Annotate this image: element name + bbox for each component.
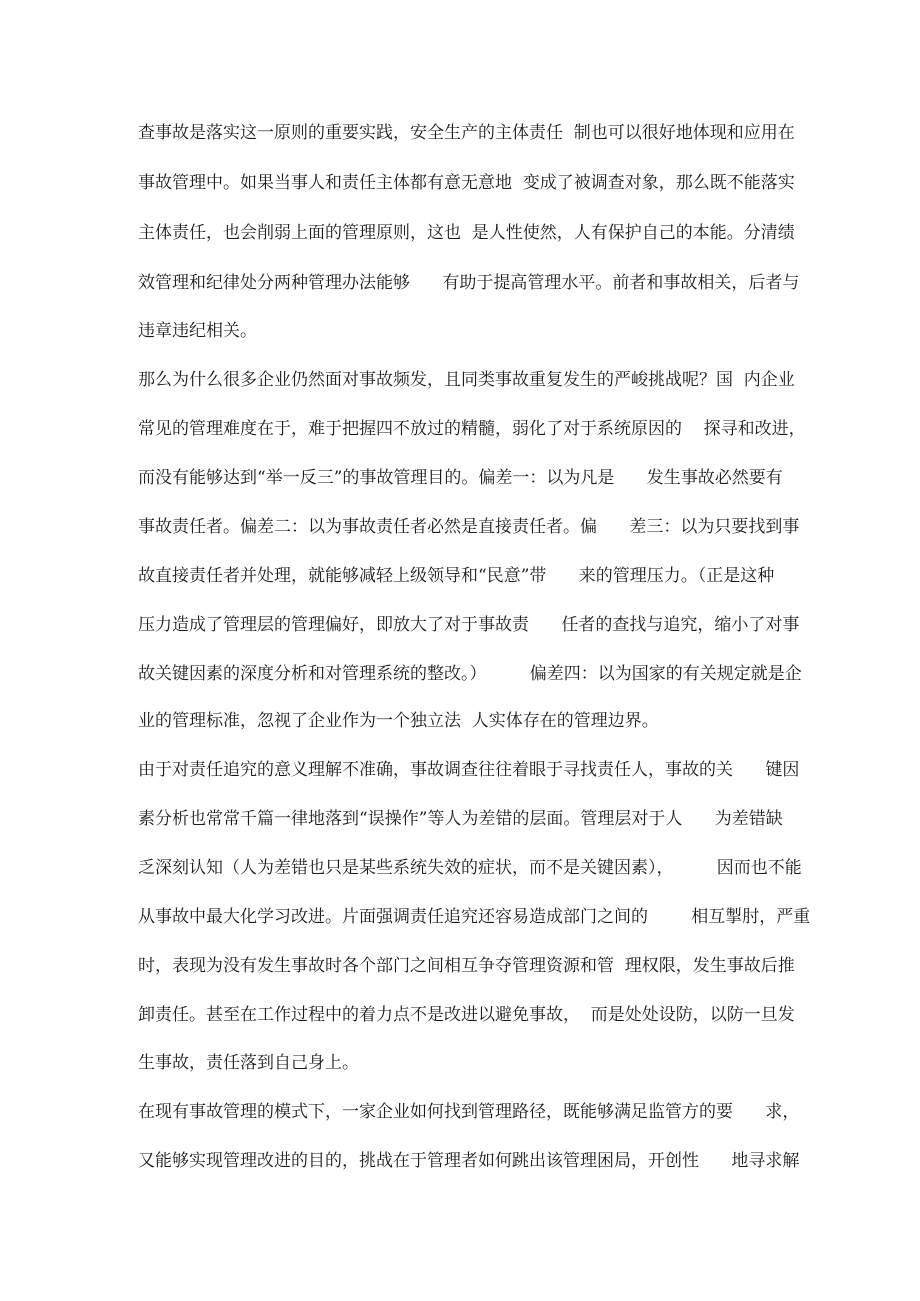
text-line: 事故管理中。如果当事人和责任主体都有意无意地 变成了被调查对象，那么既不能落实 [138,173,795,193]
text-line: 效管理和纪律处分两种管理办法能够 有助于提高管理水平。前者和事故相关，后者与 [138,273,800,293]
text-line: 业的管理标准，忽视了企业作为一个独立法 人实体存在的管理边界。 [138,711,659,731]
text-line: 而没有能够达到“举一反三”的事故管理目的。偏差一：以为凡是 发生事故必然要有 [138,468,783,488]
text-line: 由于对责任追究的意义理解不准确，事故调查往往着眼于寻找责任人，事故的关 键因 [138,760,800,780]
text-line: 故关键因素的深度分析和对管理系统的整改。） 偏差四：以为国家的有关规定就是企 [138,664,802,684]
text-line: 乏深刻认知（人为差错也只是某些系统失效的症状，而不是关键因素）， 因而也不能 [138,858,802,878]
text-line: 常见的管理难度在于，难于把握四不放过的精髓，弱化了对于系统原因的 探寻和改进， [138,419,806,439]
text-line: 事故责任者。偏差二：以为事故责任者必然是直接责任者。偏 差三：以为只要找到事 [138,517,800,537]
text-line: 违章违纪相关。 [138,321,257,341]
text-line: 卸责任。甚至在工作过程中的着力点不是改进以避免事故， 而是处处设防，以防一旦发 [138,1005,795,1025]
text-line: 从事故中最大化学习改进。片面强调责任追究还容易造成部门之间的 相互掣肘，严重 [138,907,811,927]
text-line: 那么为什么很多企业仍然面对事故频发，且同类事故重复发生的严峻挑战呢？国 内企业 [138,370,795,390]
text-line: 压力造成了管理层的管理偏好，即放大了对于事故责 任者的查找与追究，缩小了对事 [138,615,800,635]
text-line: 查事故是落实这一原则的重要实践，安全生产的主体责任 制也可以很好地体现和应用在 [138,123,795,143]
text-line: 素分析也常常千篇一律地落到“误操作”等人为差错的层面。管理层对于人 为差错缺 [138,809,783,829]
text-line: 在现有事故管理的模式下，一家企业如何找到管理路径，既能够满足监管方的要 求， [138,1102,800,1122]
text-line: 时，表现为没有发生事故时各个部门之间相互争夺管理资源和管 理权限，发生事故后推 [138,956,795,976]
text-line: 主体责任，也会削弱上面的管理原则，这也 是人性使然，人有保护自己的本能。分清绩 [138,223,795,243]
text-line: 生事故，责任落到自己身上。 [138,1053,359,1073]
text-line: 又能够实现管理改进的目的，挑战在于管理者如何跳出该管理困局，开创性 地寻求解 [138,1151,800,1171]
text-line: 故直接责任者并处理，就能够减轻上级领导和“民意”带 来的管理压力。（正是这种 [138,566,775,586]
